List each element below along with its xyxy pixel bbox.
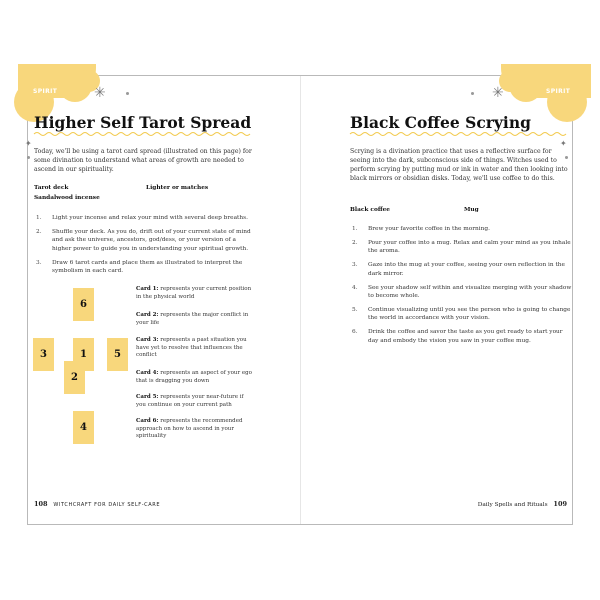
dot-icon [27, 156, 30, 159]
steps-list [350, 225, 572, 350]
tarot-card-3: 3 [33, 338, 54, 371]
tarot-card-2: 2 [64, 361, 85, 394]
list-item: 6. Drink the coffee and savor the taste as you get ready to start your day and embody the vision you saw in your coffee mug. [352, 329, 563, 344]
card-description: Card 1: represents your current position in the physical world [136, 286, 252, 300]
card-description: Card 6: represents the recommended approach on how to ascend in your spirituality [136, 418, 243, 440]
list-item: 3. Draw 6 tarot cards and place them as illustrated to interpret the symbolism in each card. [36, 259, 243, 275]
running-head: WITCHCRAFT FOR DAILY SELF-CARE [53, 502, 161, 508]
title-underline [34, 131, 252, 137]
list-item: 2. Pour your coffee into a mug. Relax and calm your mind as you inhale the aroma. [352, 239, 571, 255]
dot-icon [471, 92, 474, 95]
list-item: 2. Shuffle your deck. As you do, drift out of your current state of mind and ask the universe, ancestors, god/dess, or your version of a higher power to guide you in understanding your spiritual growth. [36, 228, 251, 252]
page-footer [34, 500, 160, 508]
ingredient: Tarot deck [34, 185, 69, 191]
tarot-card-1: 1 [73, 338, 94, 371]
title-underline [350, 131, 568, 137]
book-spread [27, 75, 573, 525]
card-description: Card 3: represents a past situation you have yet to resolve that influences the conflict [136, 337, 247, 359]
list-item: 3. Gaze into the mug at your coffee, seeing your own reflection in the dark mirror. [352, 262, 565, 277]
page-title: Black Coffee Scrying [350, 113, 531, 132]
page-number: 108 [34, 500, 48, 508]
list-item: 1. Brew your favorite coffee in the morning. [352, 226, 490, 232]
page-footer [478, 500, 567, 508]
sparkle-icon: ✦ [560, 139, 567, 148]
right-page [301, 76, 573, 524]
section-tab: SPIRIT [33, 88, 58, 95]
sparkle-icon: ✳ [492, 85, 504, 101]
page-number: 109 [553, 500, 567, 508]
tarot-card-4: 4 [73, 411, 94, 444]
page-title: Higher Self Tarot Spread [34, 113, 252, 132]
tarot-card-6: 6 [73, 288, 94, 321]
running-head: Daily Spells and Rituals [477, 502, 548, 508]
card-description: Card 5: represents your near-future if you continue on your current path [136, 394, 244, 408]
card-description: Card 2: represents the major conflict in your life [136, 312, 249, 326]
steps-list [34, 214, 254, 281]
sparkle-icon: ✦ [25, 139, 32, 148]
tarot-card-5: 5 [107, 338, 128, 371]
section-tab: SPIRIT [546, 88, 571, 95]
ingredient: Black coffee [350, 207, 390, 213]
sparkle-icon: ✳ [94, 85, 106, 101]
card-description: Card 4: represents an aspect of your ego that is dragging you down [136, 370, 252, 384]
list-item: 5. Continue visualizing until you see the person who is going to change the world in accordance with your vision. [352, 306, 571, 322]
dot-icon [126, 92, 129, 95]
intro-text: Scrying is a divination practice that uses a reflective surface for seeing into the dark, subconscious side of things. Witches used to perform scrying by putting mud or ink in water and then looking into black mirrors or obsidian disks. Today, we'll use coffee to do this. [350, 148, 568, 182]
list-item: 4. See your shadow self within and visualize merging with your shadow to become whole. [352, 284, 572, 299]
ingredient: Mug [464, 207, 479, 213]
intro-text: Today, we'll be using a tarot card spread (illustrated on this page) for some divination to understand what areas of growth are needed to ascend in our spirituality. [34, 148, 252, 173]
ingredient: Lighter or matches [146, 185, 209, 191]
ingredient: Sandalwood incense [34, 195, 100, 201]
left-page [25, 76, 300, 524]
list-item: 1. Light your incense and relax your mind with several deep breaths. [36, 215, 248, 221]
